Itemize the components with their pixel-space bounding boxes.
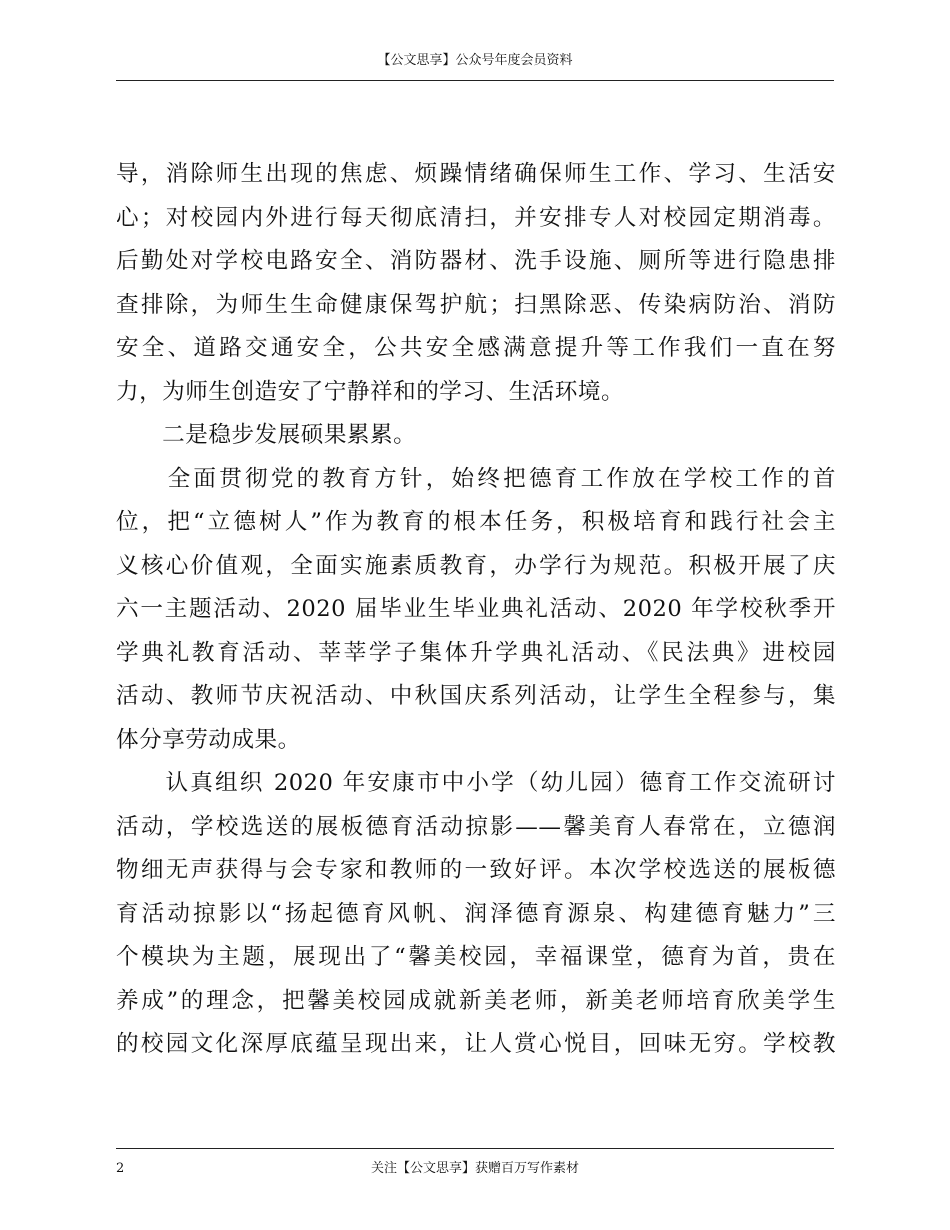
- body-line: 后勤处对学校电路安全、消防器材、洗手设施、厕所等进行隐患排: [116, 248, 836, 274]
- page-header: 【公文思享】公众号年度会员资料: [377, 53, 573, 68]
- footer-rule: [116, 1148, 834, 1149]
- body-line: 活动，学校选送的展板德育活动掠影——馨美育人春常在，立德润: [116, 813, 836, 840]
- page-number: 2: [116, 1161, 125, 1176]
- body-line: 全面贯彻党的教育方针，始终把德育工作放在学校工作的首: [116, 465, 836, 492]
- body-line: 物细无声获得与会专家和教师的一致好评。本次学校选送的展板德: [116, 857, 836, 883]
- body-line: 个模块为主题，展现出了“馨美校园，幸福课堂，德育为首，贵在: [116, 944, 836, 970]
- body-line: 学典礼教育活动、莘莘学子集体升学典礼活动、《民法典》进校园: [116, 639, 836, 666]
- body-line: 导，消除师生出现的焦虑、烦躁情绪确保师生工作、学习、生活安: [116, 161, 836, 187]
- body-line: 体分享劳动成果。: [116, 726, 301, 753]
- body-line: 安全、道路交通安全，公共安全感满意提升等工作我们一直在努: [116, 335, 836, 361]
- document-body: [116, 153, 836, 1067]
- body-line: 位，把“立德树人”作为教育的根本任务，积极培育和践行社会主: [116, 509, 836, 535]
- body-line: 六一主题活动、2020 届毕业生毕业典礼活动、2020 年学校秋季开: [116, 596, 836, 622]
- body-line: 认真组织 2020 年安康市中小学（幼儿园）德育工作交流研讨: [116, 770, 836, 796]
- body-line: 力，为师生创造安了宁静祥和的学习、生活环境。: [116, 378, 625, 405]
- section-heading: 二是稳步发展硕果累累。: [116, 422, 417, 448]
- body-line: 查排除，为师生生命健康保驾护航；扫黑除恶、传染病防治、消防: [116, 291, 836, 318]
- header-rule: [116, 80, 834, 81]
- body-line: 养成”的理念，把馨美校园成就新美老师，新美老师培育欣美学生: [116, 987, 836, 1014]
- body-line: 心；对校园内外进行每天彻底清扫，并安排专人对校园定期消毒。: [116, 204, 836, 231]
- body-line: 的校园文化深厚底蕴呈现出来，让人赏心悦目，回味无穷。学校教: [116, 1031, 836, 1057]
- body-line: 育活动掠影以“扬起德育风帆、润泽德育源泉、构建德育魅力”三: [116, 900, 836, 927]
- body-line: 活动、教师节庆祝活动、中秋国庆系列活动，让学生全程参与，集: [116, 683, 836, 709]
- body-line: 义核心价值观，全面实施素质教育，办学行为规范。积极开展了庆: [116, 552, 836, 579]
- page-footer: 关注【公文思享】获赠百万写作素材: [370, 1161, 579, 1176]
